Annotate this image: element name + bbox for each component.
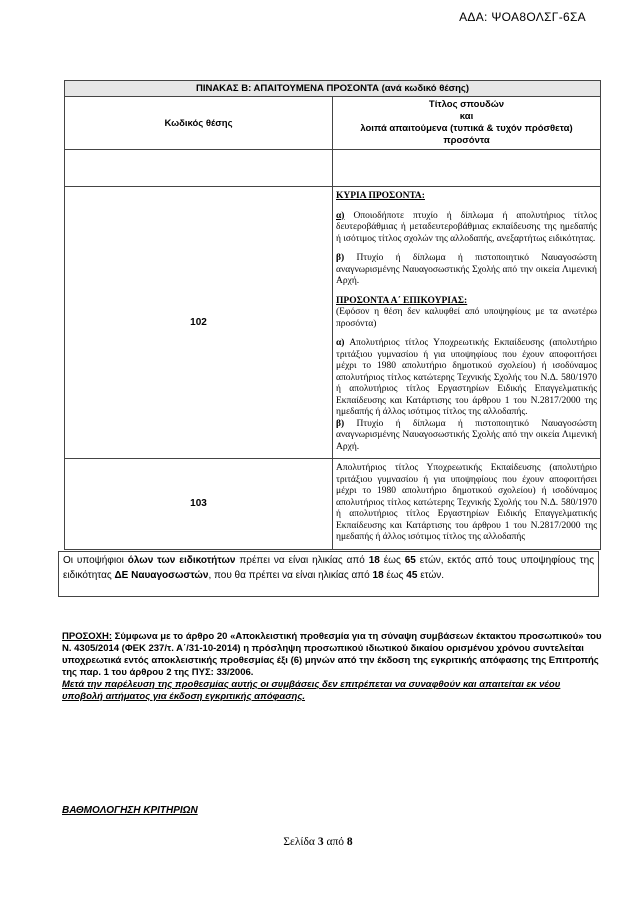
lifeguard-age-max: 45 — [406, 570, 418, 581]
label-b: β) — [336, 253, 345, 263]
header-qualifications — [333, 97, 601, 150]
age-text: , που θα πρέπει να είναι ηλικίας από — [208, 570, 373, 581]
text-pb: Πτυχίο ή δίπλωμα ή πιστοποιητικό Ναυαγοσώστη αναγνωρισμένης Ναυαγοσωστικής Σχολής από την οικεία Λιμενική Αρχή. — [336, 418, 597, 452]
table-header-row — [65, 97, 601, 150]
table-title-row — [65, 81, 601, 97]
preferred-qualification-b — [336, 419, 597, 454]
all-specialties: όλων των ειδικοτήτων — [127, 555, 236, 566]
qualifications-102 — [333, 187, 601, 459]
preferred-qualifications-heading: ΠΡΟΣΟΝΤΑ Α΄ ΕΠΙΚΟΥΡΙΑΣ: — [336, 295, 468, 306]
header-line-3: λοιπά απαιτούμενα (τυπικά & τυχόν πρόσθετα) προσόντα — [360, 123, 573, 146]
empty-cell — [65, 150, 333, 187]
main-qualifications-heading: ΚΥΡΙΑ ΠΡΟΣΟΝΤΑ: — [336, 191, 425, 201]
header-line-2: και — [459, 111, 474, 122]
preferred-qualification-a — [336, 338, 597, 419]
text-b: Πτυχίο ή δίπλωμα ή πιστοποιητικό Ναυαγοσώστη αναγνωρισμένης Ναυαγοσωστικής Σχολής από την οικεία Λιμενική Αρχή. — [336, 253, 597, 286]
attention-notice — [62, 631, 602, 703]
position-code-103: 103 — [65, 459, 333, 550]
header-position-code: Κωδικός θέσης — [65, 97, 333, 150]
age-max: 65 — [404, 555, 416, 566]
age-text: πρέπει να είναι ηλικίας από — [235, 555, 369, 566]
ada-code: ΑΔΑ: ΨΟΑ8ΟΛΣΓ-6ΣΑ — [459, 10, 586, 24]
age-text: ετών, εκτός από τους υποψηφίους της ειδικότητας — [63, 555, 595, 581]
age-text: ετών. — [417, 570, 445, 581]
empty-cell — [333, 150, 601, 187]
position-code-102: 102 — [65, 187, 333, 459]
age-text: έως — [383, 570, 407, 581]
page-number: 3 — [317, 836, 324, 848]
age-requirement-box — [58, 551, 599, 597]
page-total: 8 — [346, 836, 353, 848]
age-min: 18 — [368, 555, 380, 566]
attention-label: ΠΡΟΣΟΧΗ: — [62, 631, 113, 642]
attention-final-note: Μετά την παρέλευση της προθεσμίας αυτής οι συμβάσεις δεν επιτρέπεται να συναφθούν και απαιτείται εκ νέου υποβολή αιτήματος για έκδοση εγκριτικής απόφασης. — [62, 679, 561, 702]
label-a: α) — [336, 210, 345, 221]
main-qualification-b — [336, 253, 597, 288]
table-row-103 — [65, 459, 601, 550]
text-pa: Απολυτήριος τίτλος Υποχρεωτικής Εκπαίδευσης (απολυτήριο τριτάξιου γυμνασίου ή για υποψηφίους που έχουν αποφοιτήσει μέχρι το 1980 απολυτήριο δημοτικού σχολείου) ή ισοδύναμος απολυτήριος τίτλος κατώτερης Τεχνικής Σχολής του Ν.Δ. 580/1970 ή απολυτήριος τίτλος Εργαστηρίων Ειδικής Επαγγελματικής Εκπαίδευσης και Κατάρτισης του άρθρου 1 του Ν.2817/2000 της ημεδαπής ή άλλος ισότιμος τίτλος της αλλοδαπής. — [336, 338, 597, 417]
criteria-heading: ΒΑΘΜΟΛΟΓΗΣΗ ΚΡΙΤΗΡΙΩΝ — [62, 805, 198, 816]
table-title: ΠΙΝΑΚΑΣ Β: ΑΠΑΙΤΟΥΜΕΝΑ ΠΡΟΣΟΝΤΑ (ανά κωδικό θέσης) — [65, 81, 601, 97]
attention-text: Σύμφωνα με το άρθρο 20 «Αποκλειστική προθεσμία για τη σύναψη συμβάσεων έκτακτου προσωπικού» του Ν. 4305/2014 (ΦΕΚ 237/τ. Α΄/31-10-2014) η πρόσληψη προσωπικού ιδιωτικού δικαίου ορισμένου χρόνου συντελείται υποχρεωτικά εντός αποκλειστικής προθεσμίας έξι (6) μηνών από την έκδοση της εγκριτικής απόφασης της Επιτροπής της παρ. 1 του άρθρου 2 της ΠΥΣ: 33/2006. — [62, 631, 602, 678]
lifeguard-specialty: ΔΕ Ναυαγοσωστών — [114, 570, 209, 581]
main-qualification-a — [336, 211, 597, 246]
text-a: Οποιοδήποτε πτυχίο ή δίπλωμα ή απολυτήριος τίτλος δευτεροβάθμιας ή μεταδευτεροβάθμιας εκπαίδευσης της ημεδαπής ή ισότιμος τίτλος σχολών της αλλοδαπής, ανεξαρτήτως ειδικότητας. — [336, 210, 597, 244]
label-pa: α) — [336, 338, 345, 348]
page-footer — [0, 836, 636, 848]
page-of: από — [323, 836, 347, 848]
table-row-102 — [65, 187, 601, 459]
table-empty-row — [65, 150, 601, 187]
lifeguard-age-min: 18 — [372, 570, 384, 581]
age-text: έως — [379, 555, 405, 566]
preferred-note: (Εφόσον η θέση δεν καλυφθεί από υποψηφίους με τα ανωτέρω προσόντα) — [336, 307, 597, 329]
age-text: Οι υποψήφιοι — [63, 555, 128, 566]
page-word: Σελίδα — [283, 836, 318, 848]
label-pb: β) — [336, 418, 345, 429]
requirements-table — [64, 80, 601, 550]
qualifications-103: Απολυτήριος τίτλος Υποχρεωτικής Εκπαίδευσης (απολυτήριο τριτάξιου γυμνασίου ή για υποψηφίους που έχουν αποφοιτήσει μέχρι το 1980 απολυτήριο δημοτικού σχολείου) ή ισοδύναμος απολυτήριος τίτλος κατώτερης Τεχνικής Σχολής του Ν.Δ. 580/1970 ή απολυτήριος τίτλος Εργαστηρίων Ειδικής Επαγγελματικής Εκπαίδευσης και Κατάρτισης του άρθρου 1 του Ν.2817/2000 της ημεδαπής ή άλλος ισότιμος τίτλος της αλλοδαπής — [333, 459, 601, 550]
header-line-1: Τίτλος σπουδών — [428, 99, 505, 110]
